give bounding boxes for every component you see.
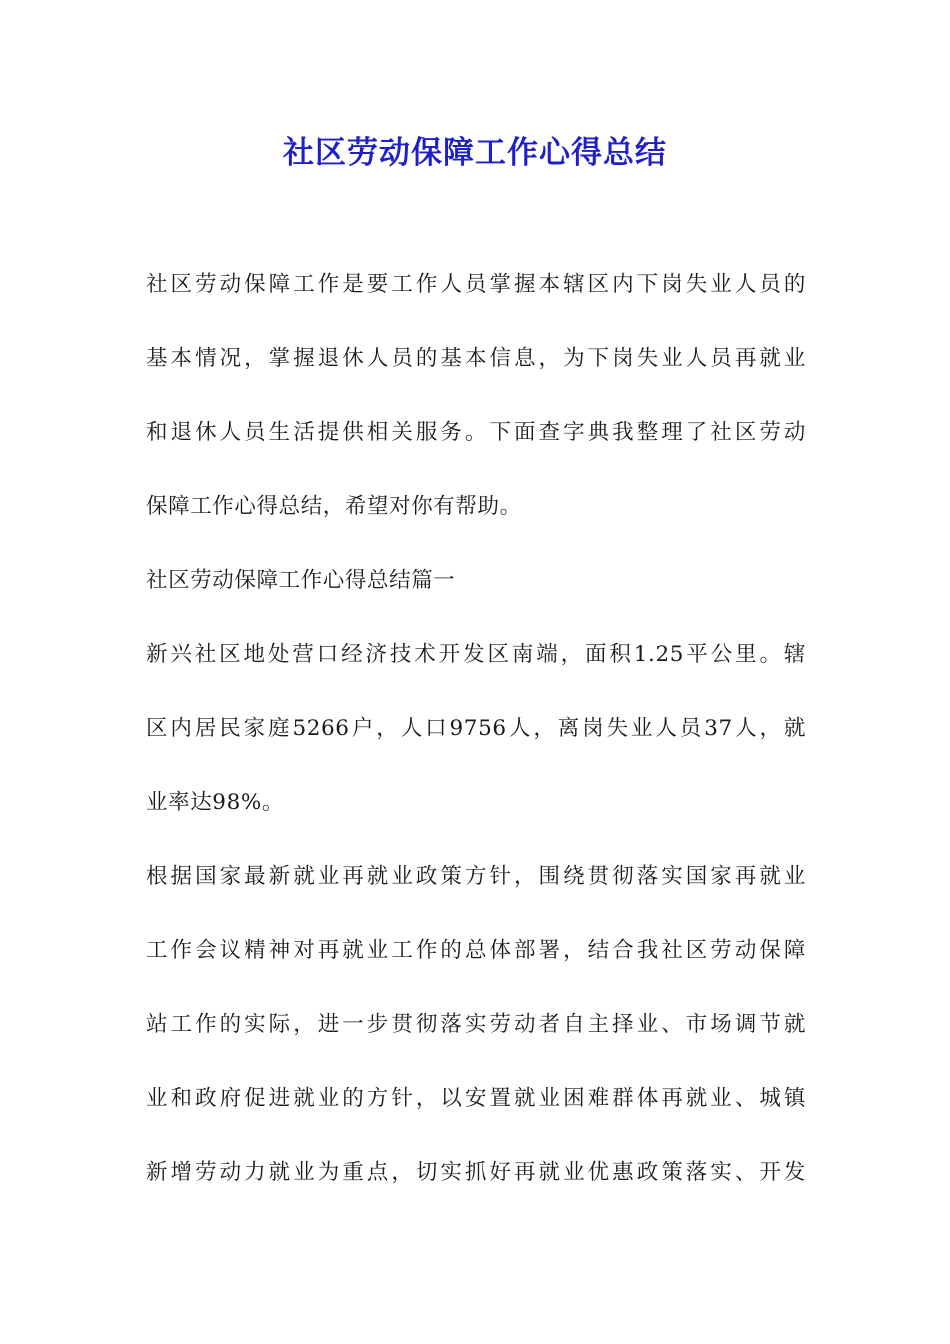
text-line: 和退休人员生活提供相关服务。下面查字典我整理了社区劳动 <box>146 420 806 445</box>
text-line: 保障工作心得总结，希望对你有帮助。 <box>146 494 522 519</box>
text-line: 业率达98%。 <box>146 790 284 815</box>
text-line: 工作会议精神对再就业工作的总体部署，结合我社区劳动保障 <box>146 938 806 963</box>
text-line: 新增劳动力就业为重点，切实抓好再就业优惠政策落实、开发 <box>146 1160 806 1185</box>
section-heading: 社区劳动保障工作心得总结篇一 <box>146 568 456 593</box>
text-line: 业和政府促进就业的方针，以安置就业困难群体再就业、城镇 <box>146 1086 806 1111</box>
text-line: 区内居民家庭5266户，人口9756人，离岗失业人员37人，就 <box>146 716 806 741</box>
text-line: 基本情况，掌握退休人员的基本信息，为下岗失业人员再就业 <box>146 346 806 371</box>
document-body <box>146 258 806 1220</box>
text-line: 站工作的实际，进一步贯彻落实劳动者自主择业、市场调节就 <box>146 1012 806 1037</box>
text-line: 新兴社区地处营口经济技术开发区南端，面积1.25平公里。辖 <box>146 642 806 667</box>
text-line: 社区劳动保障工作是要工作人员掌握本辖区内下岗失业人员的 <box>146 272 806 297</box>
text-line: 根据国家最新就业再就业政策方针，围绕贯彻落实国家再就业 <box>146 864 806 889</box>
document-title: 社区劳动保障工作心得总结 <box>283 135 667 171</box>
